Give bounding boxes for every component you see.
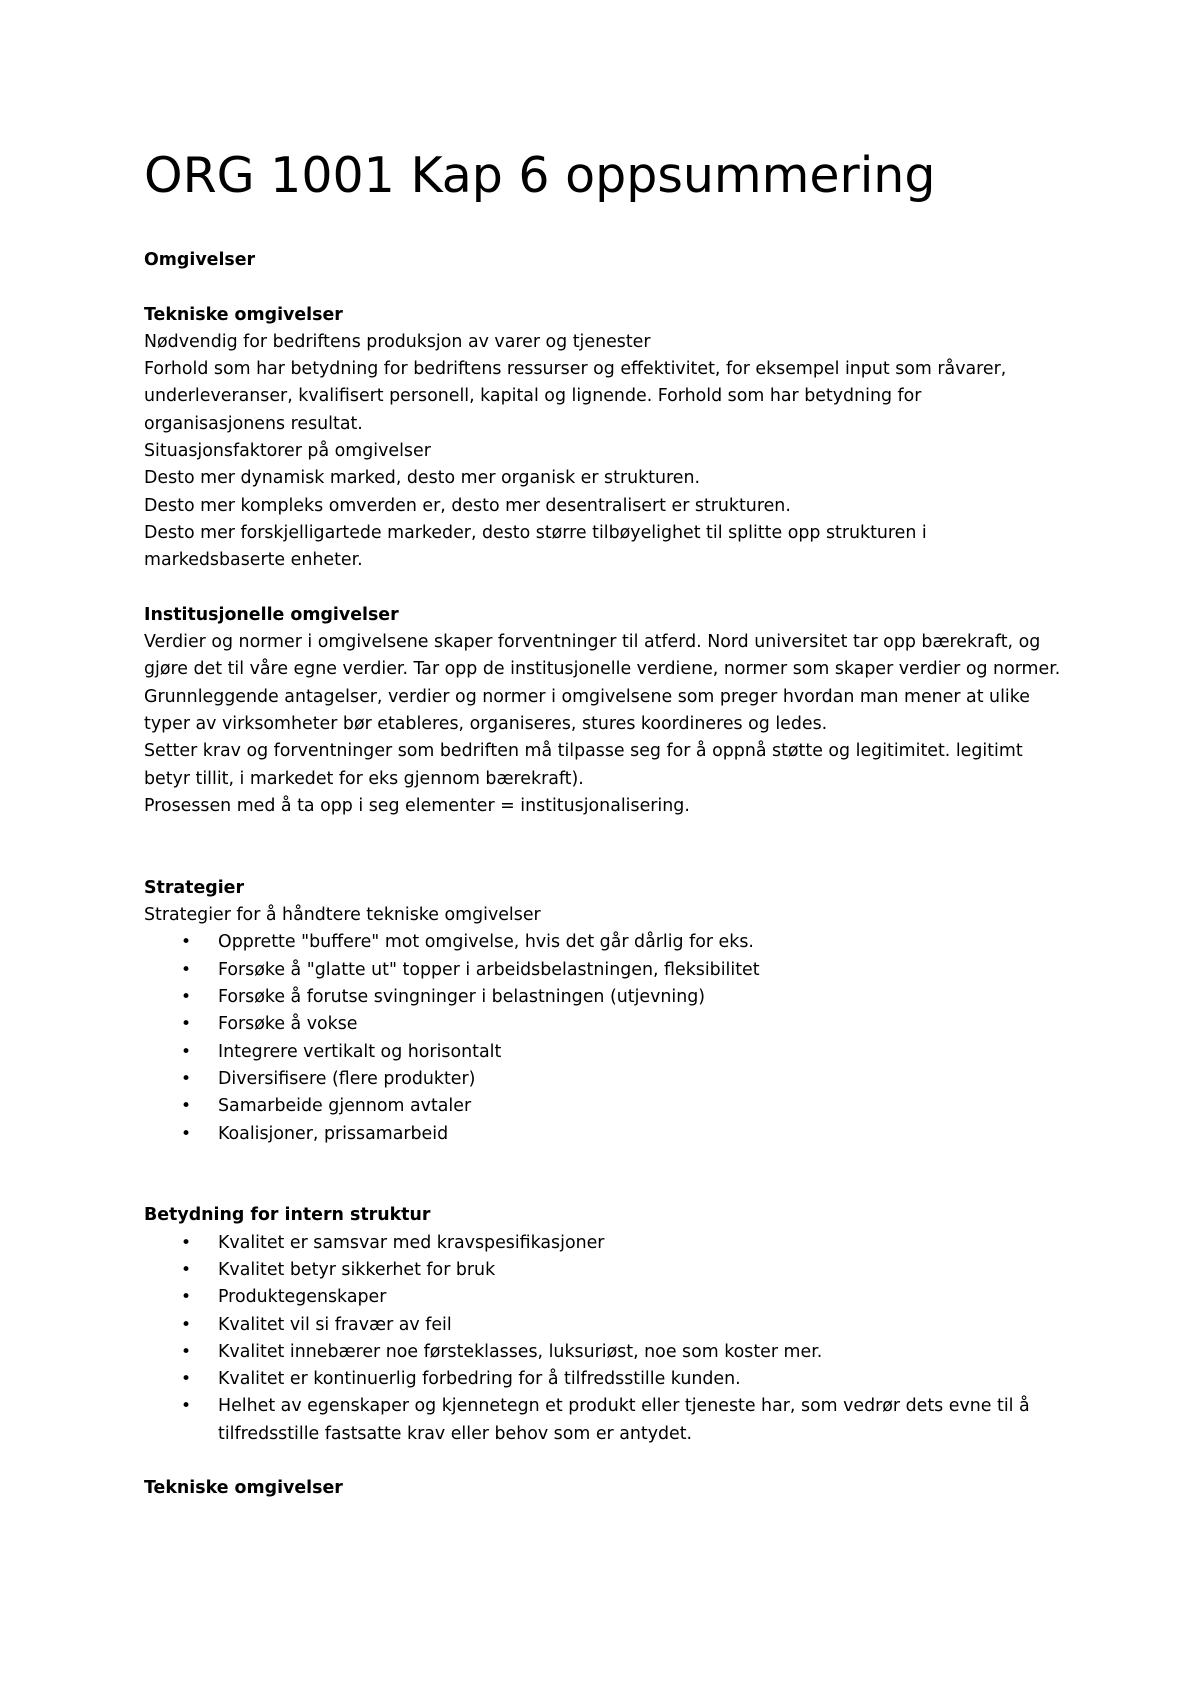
list-item: • Forsøke å vokse	[144, 1011, 1064, 1038]
list-item: • Kvalitet betyr sikkerhet for bruk	[144, 1257, 1064, 1284]
spacer	[144, 1448, 1064, 1475]
paragraph: Desto mer forskjelligartede markeder, desto større tilbøyelighet til splitte opp strukturen i markedsbaserte enheter.	[144, 522, 927, 571]
paragraph: Situasjonsfaktorer på omgivelser	[144, 441, 431, 462]
list-item: • Kvalitet er samsvar med kravspesifikasjoner	[144, 1230, 1064, 1257]
bullet-icon: •	[181, 987, 192, 1008]
list-item: • Samarbeide gjennom avtaler	[144, 1093, 1064, 1120]
bullet-icon: •	[181, 1232, 192, 1253]
spacer	[144, 820, 1064, 875]
paragraph: Desto mer dynamisk marked, desto mer organisk er strukturen.	[144, 468, 701, 489]
spacer	[144, 575, 1064, 602]
list-item: • Diversifisere (flere produkter)	[144, 1066, 1064, 1093]
list-item: • Integrere vertikalt og horisontalt	[144, 1039, 1064, 1066]
bullet-icon: •	[181, 1068, 192, 1089]
bullet-icon: •	[181, 1314, 192, 1335]
list-item: • Helhet av egenskaper og kjennetegn et produkt eller tjeneste har, som vedrør dets evne til å tilfredsstille fastsatte krav eller behov som er antydet.	[144, 1393, 1064, 1448]
section-tekniske-omgivelser	[144, 302, 1064, 575]
bullet-icon: •	[181, 959, 192, 980]
bullet-icon: •	[181, 1259, 192, 1280]
section-strategier	[144, 875, 1064, 1148]
list-item: • Produktegenskaper	[144, 1284, 1064, 1311]
list-item: • Kvalitet vil si fravær av feil	[144, 1312, 1064, 1339]
paragraph: Forhold som har betydning for bedriftens ressurser og effektivitet, for eksempel input som råvarer, underleveranser, kvalifisert personell, kapital og lignende. Forhold som har betydning for organisasjonens resultat.	[144, 359, 1007, 434]
heading-institusjonelle-omgivelser: Institusjonelle omgivelser	[144, 604, 399, 625]
document-title: ORG 1001 Kap 6 oppsummering	[144, 147, 936, 204]
paragraph: Grunnleggende antagelser, verdier og normer i omgivelsene som preger hvordan man mener at ulike typer av virksomheter bør etableres, organiseres, stures koordineres og ledes.	[144, 686, 1030, 735]
heading-strategier: Strategier	[144, 877, 245, 898]
paragraph: Strategier for å håndtere tekniske omgivelser	[144, 905, 541, 926]
document-page	[144, 140, 1064, 1503]
bullet-icon: •	[181, 1123, 192, 1144]
list-item: • Forsøke å "glatte ut" topper i arbeidsbelastningen, fleksibilitet	[144, 957, 1064, 984]
spacer	[144, 274, 1064, 301]
bullet-icon: •	[181, 1369, 192, 1390]
paragraph: Nødvendig for bedriftens produksjon av varer og tjenester	[144, 331, 651, 352]
bullet-icon: •	[181, 1341, 192, 1362]
paragraph: Setter krav og forventninger som bedriften må tilpasse seg for å oppnå støtte og legitimitet. legitimt betyr tillit, i markedet for eks gjennom bærekraft).	[144, 741, 1023, 789]
bullet-icon: •	[181, 1096, 192, 1117]
heading-tekniske-omgivelser-2: Tekniske omgivelser	[144, 1478, 343, 1499]
heading-betydning-intern-struktur: Betydning for intern struktur	[144, 1205, 431, 1226]
list-item: • Opprette "buffere" mot omgivelse, hvis det går dårlig for eks.	[144, 929, 1064, 956]
list-item: • Koalisjoner, prissamarbeid	[144, 1121, 1064, 1148]
list-item: • Kvalitet innebærer noe førsteklasses, luksuriøst, noe som koster mer.	[144, 1339, 1064, 1366]
paragraph: Verdier og normer i omgivelsene skaper forventninger til atferd. Nord universitet tar opp bærekraft, og gjøre det til våre egne verdier. Tar opp de institusjonelle verdiene, normer som skaper verdier og normer.	[144, 632, 1061, 680]
bullet-icon: •	[181, 1041, 192, 1062]
heading-tekniske-omgivelser: Tekniske omgivelser	[144, 304, 343, 325]
bullet-icon: •	[181, 1287, 192, 1308]
betydning-list	[144, 1230, 1064, 1448]
spacer	[144, 1148, 1064, 1203]
paragraph: Desto mer kompleks omverden er, desto mer desentralisert er strukturen.	[144, 495, 791, 516]
section-institusjonelle-omgivelser	[144, 602, 1064, 820]
heading-omgivelser: Omgivelser	[144, 250, 256, 270]
bullet-icon: •	[181, 1396, 192, 1417]
paragraph: Prosessen med å ta opp i seg elementer = institusjonalisering.	[144, 795, 690, 816]
section-betydning-intern-struktur	[144, 1202, 1064, 1448]
bullet-icon: •	[181, 932, 192, 953]
list-item: • Kvalitet er kontinuerlig forbedring for å tilfredsstille kunden.	[144, 1366, 1064, 1393]
bullet-icon: •	[181, 1014, 192, 1035]
strategier-list	[144, 929, 1064, 1147]
list-item: • Forsøke å forutse svingninger i belastningen (utjevning)	[144, 984, 1064, 1011]
